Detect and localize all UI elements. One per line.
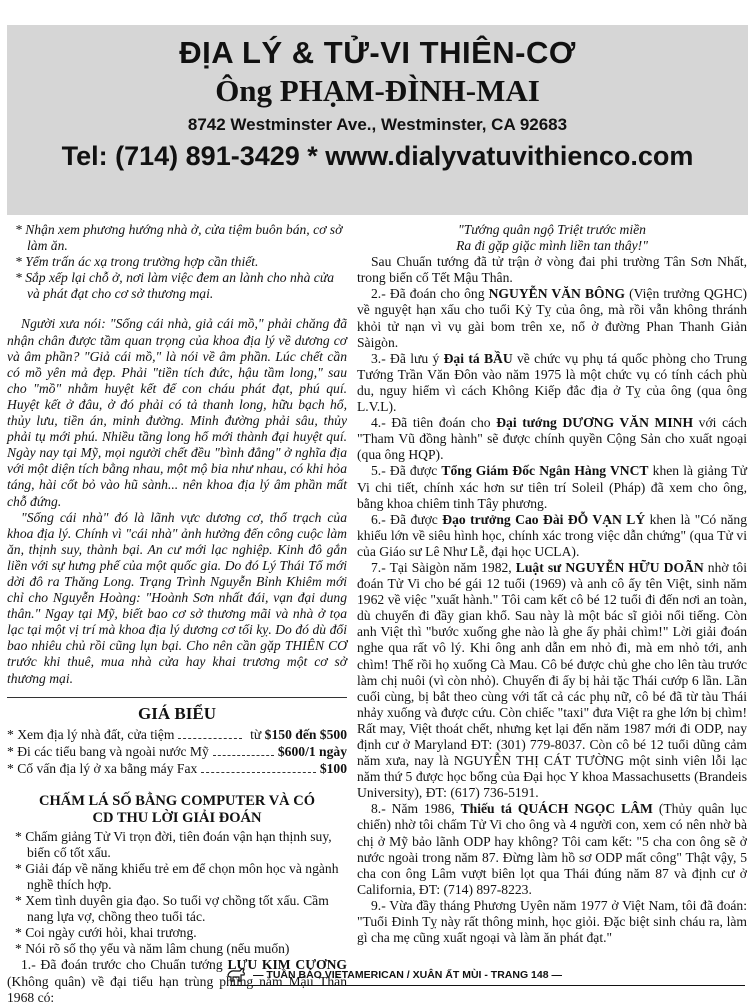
list-item: * Sắp xếp lại chỗ ở, nơi làm việc đem an lành cho nhà cửa và phát đạt cho cơ sở thương mại. [15, 270, 335, 302]
right-column [357, 222, 747, 946]
footer [225, 965, 745, 985]
owner-name: Ông PHẠM-ĐÌNH-MAI [215, 73, 540, 108]
intro-paragraph: Người xưa nói: "Sống cái nhà, giả cái mồ," phải chăng đã nhận chân được tầm quan trọng của khoa địa lý về dương cơ và âm phần? "Giả cái mồ," là nói về âm phần. Lúc chết cần có mồ yên mả đẹp. Phải "tiền tích đức, hậu tầm long," sau cho "mồ" nhằm huyệt kết để con cháu phát đạt, phú quí. Huyệt kết ở đâu, ở đó phải có tả thanh long, hữu bạch hổ, thủy lưu, tiền án, minh đường. Minh đường phải sâu, thủy phải tụ mới phú. Nhiều tầng long hổ mới thành đại huyệt quí. Ngày nay tại Mỹ, mọi người chết đều "bình đẳng" ở nghĩa địa với một diện tích bằng nhau, một mộ bia như nhau, có khi hỏa táng, hài cốt bỏ vào hũ sành... nên khoa địa lý âm phần mất chỗ đứng. [7, 316, 347, 509]
list-item: * Chấm giảng Tử Vi trọn đời, tiên đoán vận hạn thịnh suy, biến cố tốt xấu. [15, 828, 332, 860]
list-item: * Nói rõ số thọ yểu và năm lâm chung (nếu muốn) [15, 941, 290, 957]
address: 8742 Westminster Ave., Westminster, CA 92683 [187, 115, 568, 134]
price-row: * Cố vấn địa lý ở xa bằng máy Fax $100 [7, 760, 347, 776]
quote: "Tướng quân ngộ Triệt trước miền Ra đi gặp giặc mình liền tan thây!" [456, 222, 648, 254]
section-title: CHẤM LÁ SỐ BẰNG COMPUTER VÀ CÓ CD THU LỜI GIẢI ĐOÁN [38, 792, 316, 826]
list-item: * Nhận xem phương hướng nhà ở, cửa tiệm buôn bán, cơ sở làm ăn. [15, 222, 343, 254]
price-title: GIÁ BIỂU [138, 703, 216, 723]
intro-paragraph-2: "Sống cái nhà" đó là lãnh vực dương cơ, thổ trạch của khoa địa lý. Chính vì "cái nhà" ảnh hưởng đến công cuộc làm ăn, thịnh suy, thành bại. An cư mới lạc nghiệp. Kinh đô gắn liền với sự hưng phế của một quốc gia. Do đó Lý Thái Tổ mới dời đô ra Thăng Long. Trạng Trình Nguyễn Bỉnh Khiêm mới chỉ cho Nguyễn Hoàng: "Hoành Sơn nhất đái, vạn đại dung thân." Ngay tại Mỹ, biết bao cơ sở thương mãi và nhà ở tọa lạc tại một vị trí mà khoa địa lý dương cơ tối kỵ. Do đó dù đổi bao nhiêu chủ rồi cũng lụn bại. Cho nên cần gặp THIÊN CƠ trước khi thuê, mua nhà cửa hay khai trương một cơ sở thương mại. [7, 509, 347, 686]
divider [7, 697, 347, 698]
item-paragraph: 4.- Đã tiên đoán cho Đại tướng DƯƠNG VĂN MINH với cách "Tham Vũ đồng hành" sẽ được chính quyền Cộng Sản cho xuất ngoại (qua ông HQP). [357, 415, 747, 463]
list-item: * Giải đáp về năng khiếu trẻ em để chọn môn học và ngành nghề thích hợp. [15, 860, 339, 892]
item-paragraph: 7.- Tại Sàigòn năm 1982, Luật sư NGUYỄN HỮU DOÃN nhờ tôi đoán Tử Vi cho bé gái 12 tuổi (1969) và anh cô ấy tên Việt, sinh năm 1962 về việc "xuất hành." Tôi cam kết cô bé 12 tuổi đi đến nơi an toàn, dù chuyến đi đầy gian khổ. Sau này là một bác sĩ giỏi nổi tiếng. Còn anh Việt thì "bước xuống ghe nào là ghe ấy phải chìm!" Lời giải đoán nghe qua rất vô lý. Khi ông anh dẫn em nhỏ đi, mà em nhỏ tới, anh chìm! Thế rồi họ xuống Cà Mau. Cô bé được chủ ghe cho lên tàu trước làm chị nuôi (vì còn nhỏ). Chuyến đi ấy bị hải tặc Thái cướp 6 lần. Lần cuối cùng, bị bắt theo cùng với tất cả các phụ nữ, cô bé đã từ tàu Thái nhảy xuống và được cứu. Còn chiếc "taxi" đưa Việt ra ghe lớn bị chìm! Rất may, Việt thoát chết, nhưng kẹt lại đến năm 1987 mới đi ODP, nay định cư ở Maryland ĐT: (301) 779-8037. Còn cô bé 12 tuổi dũng cảm năm xưa, nay là NGUYỄN THỊ CÁT TƯỜNG một sinh viên lỗi lạc năm thứ 5 được học bổng của Đại học Y khoa Massachusetts (Brandeis University), ĐT: (617) 736-5191. [357, 559, 747, 801]
item-paragraph: 1.- Đã đoán trước cho Chuẩn tướng LƯU KIM CƯƠNG (Không quân) về đại tiểu hạn trùng phùng năm Mậu Thân 1968 có: [7, 957, 348, 1005]
left-column [7, 222, 347, 1006]
item-paragraph: 8.- Năm 1986, Thiếu tá QUÁCH NGỌC LÂM (Thủy quân lục chiến) nhờ tôi chấm Tử Vi cho ông và 4 người con, xem có nên nhờ bà chị ở Mỹ bảo lãnh ODP hay không? Tôi cam kết: "5 cha con ông sẽ ở nước ngoài trong năm 87. Đừng làm hồ sơ ODP mất công" Thật vậy, 5 cha con ông Lâm vượt biên lọt qua Thái đúng năm 87 và định cư ở California, ĐT: (714) 897-8223. [357, 801, 747, 897]
list-item: * Coi ngày cưới hỏi, khai trương. [15, 925, 197, 941]
goat-icon [225, 966, 247, 984]
item-paragraph: 5.- Đã được Tổng Giám Đốc Ngân Hàng VNCT khen là giảng Tử Vi chi tiết, chính xác hơn sư tiên trí Soleil (Pháp) đã xem cho ông, bằng khoa chiêm tinh Tây phương. [357, 463, 747, 511]
item-paragraph: 9.- Vừa đầy tháng Phương Uyên năm 1977 ở Việt Nam, tôi đã đoán: "Tuổi Đinh Tỵ này rất thông minh, học giỏi. Đặc biệt sinh cháu ra, làm gì cha mẹ cũng xuất ngoại và làm ăn phát đạt." [357, 897, 747, 946]
list-item: * Xem tình duyên gia đạo. So tuổi vợ chồng tốt xấu. Cầm nang lựa vợ, chồng theo tuổi tác. [15, 893, 329, 925]
footer-rule [230, 985, 745, 986]
item-paragraph: 2.- Đã đoán cho ông NGUYỄN VĂN BÔNG (Viện trưởng QGHC) về nguyệt hạn xấu cho tuổi Kỷ Tỵ của ông, mà rồi vẫn không thránh khỏi tử nạn vì vụ gài bom trên xe, nổ ở đường Phan Thanh Giản Sàigòn. [357, 286, 747, 350]
price-row: * Đi các tiểu bang và ngoài nước Mỹ $600/1 ngày [7, 743, 347, 759]
item-paragraph: Sau Chuẩn tướng đã tử trận ở vòng đai phi trường Tân Sơn Nhất, trong biến cố Tết Mậu Thân. [357, 254, 747, 286]
footer-text: — TUẦN BÁO VIETAMERICAN / XUÂN ẤT MÙI - TRANG 148 — [253, 969, 562, 981]
contact-line: Tel: (714) 891-3429 * www.dialyvatuvithienco.com [61, 141, 694, 171]
list-item: * Yểm trấn ác xạ trong trường hợp cần thiết. [15, 254, 259, 270]
page-title: ĐỊA LÝ & TỬ-VI THIÊN-CƠ [179, 35, 576, 70]
price-row: * Xem địa lý nhà đất, cửa tiệm từ $150 đến $500 [7, 726, 347, 742]
item-paragraph: 6.- Đã được Đạo trưởng Cao Đài ĐỖ VẠN LÝ khen là "Có năng khiếu lớn về siêu hình học, chính xác trong việc dẫn chứng" (qua Tử vi của Giáo sư Lê Như Lễ, đại học UCLA). [357, 511, 748, 559]
header-banner [7, 25, 748, 215]
item-paragraph: 3.- Đã lưu ý Đại tá BẦU về chức vụ phụ tá quốc phòng cho Trung Tướng Trần Văn Đôn vào năm 1975 là một chức vụ có tính cách phù du, nguy hiểm vì cách Không Kiếp đắc địa ở Tỵ của ông (qua ông L.V.L). [357, 350, 747, 415]
